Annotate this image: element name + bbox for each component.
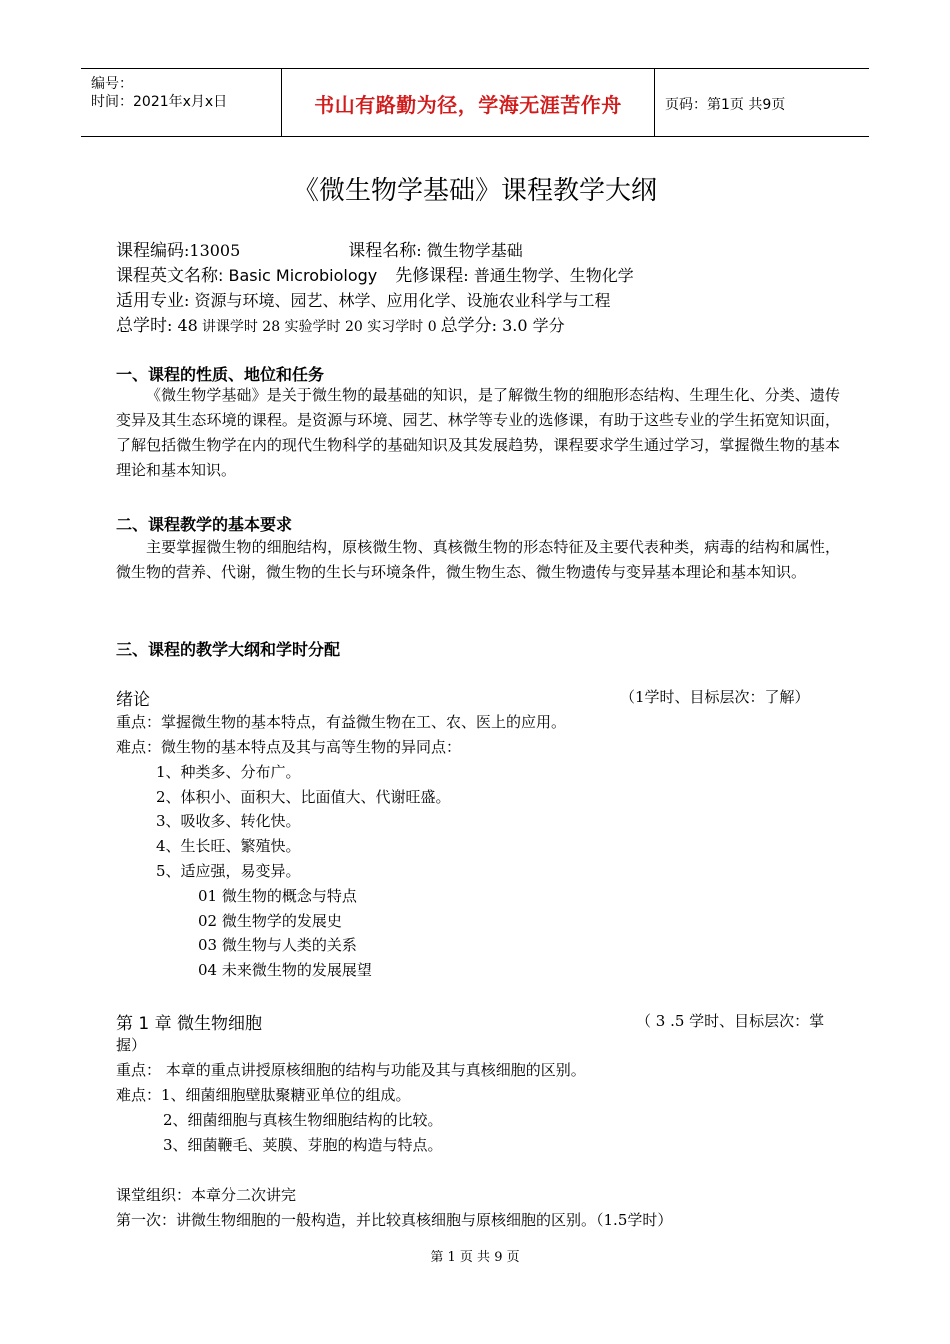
intro-topic: 01 微生物的概念与特点 bbox=[198, 887, 357, 905]
major-label: 适用专业 bbox=[116, 291, 184, 311]
chapter-1-difficulty: 难点：1、细菌细胞壁肽聚糖亚单位的组成。 bbox=[116, 1086, 411, 1104]
header-motto: 书山有路勤为径，学海无涯苦作舟 bbox=[314, 93, 622, 117]
course-info-row-2 bbox=[116, 261, 634, 286]
document-title: 《微生物学基础》课程教学大纲 bbox=[292, 176, 657, 206]
chapter-1-first-session: 第一次：讲微生物细胞的一般构造，并比较真核细胞与原核细胞的区别。（1.5学时） bbox=[116, 1211, 673, 1229]
hours-value: : 48 bbox=[167, 316, 198, 335]
prereq-label: 先修课程 bbox=[395, 266, 464, 286]
doc-number-label: 编号： bbox=[91, 76, 133, 92]
prereq-value: : 普通生物学、生物化学 bbox=[463, 266, 634, 285]
section-2-heading: 二、课程教学的基本要求 bbox=[116, 515, 293, 534]
chapter-1-difficulty: 2、细菌细胞与真核生物细胞结构的比较。 bbox=[163, 1111, 443, 1129]
intro-topic: 02 微生物学的发展史 bbox=[198, 912, 342, 930]
chapter-1-class-org: 课堂组织：本章分二次讲完 bbox=[116, 1186, 297, 1204]
chapter-1-title: 第 1 章 微生物细胞 bbox=[116, 1014, 263, 1034]
page-footer: 第 1 页 共 9 页 bbox=[430, 1250, 520, 1265]
intro-hours: （1学时、目标层次：了解） bbox=[620, 688, 810, 706]
section-3-heading: 三、课程的教学大纲和学时分配 bbox=[116, 640, 341, 659]
course-en-value: : Basic Microbiology bbox=[218, 266, 378, 285]
section-1-heading: 一、课程的性质、地位和任务 bbox=[116, 365, 325, 384]
header-page-info: 页码：第1页 共9页 bbox=[665, 97, 786, 113]
chapter-1-difficulty: 3、细菌鞭毛、荚膜、芽胞的构造与特点。 bbox=[163, 1136, 443, 1154]
header-motto-cell bbox=[281, 69, 655, 136]
chapter-1-hours-cont: 握） bbox=[116, 1036, 147, 1054]
major-value: : 资源与环境、园艺、林学、应用化学、设施农业科学与工程 bbox=[184, 291, 611, 310]
intro-point: 1、种类多、分布广。 bbox=[156, 763, 301, 781]
hours-label: 总学时 bbox=[116, 316, 167, 336]
hours-detail: 讲课学时 28 实验学时 20 实习学时 0 bbox=[201, 319, 437, 335]
intro-point: 3、吸收多、转化快。 bbox=[156, 812, 301, 830]
chapter-1-key-point: 重点： 本章的重点讲授原核细胞的结构与功能及其与真核细胞的区别。 bbox=[116, 1061, 586, 1079]
section-1-body: 《微生物学基础》是关于微生物的最基础的知识，是了解微生物的细胞形态结构、生理生化、分类、遗传变异及其生态环境的课程。是资源与环境、园艺、林学等专业的选修课，有助于这些专业的学生拓宽知识面，了解包括微生物学在内的现代生物科学的基础知识及其发展趋势，课程要求学生通过学习，掌握微生物的基本理论和基本知识。 bbox=[116, 386, 840, 479]
course-code-label: 课程编码 bbox=[116, 241, 184, 261]
course-info-row-3 bbox=[116, 286, 610, 311]
header-page-cell bbox=[655, 69, 869, 136]
section-2-body: 主要掌握微生物的细胞结构，原核微生物、真核微生物的形态特征及主要代表种类，病毒的结构和属性，微生物的营养、代谢，微生物的生长与环境条件，微生物生态、微生物遗传与变异基本理论和基本知识。 bbox=[116, 538, 840, 581]
course-info-row-4 bbox=[116, 311, 565, 336]
intro-topic: 03 微生物与人类的关系 bbox=[198, 936, 357, 954]
course-en-label: 课程英文名称 bbox=[116, 266, 218, 286]
intro-point: 4、生长旺、繁殖快。 bbox=[156, 837, 301, 855]
intro-point: 2、体积小、面积大、比面值大、代谢旺盛。 bbox=[156, 788, 451, 806]
intro-difficulty: 难点：微生物的基本特点及其与高等生物的异同点： bbox=[116, 738, 462, 756]
header-meta-cell bbox=[81, 69, 281, 136]
course-name-label: 课程名称 bbox=[348, 241, 417, 261]
credits-label: 总学分 bbox=[440, 316, 492, 336]
doc-time-label: 时间：2021年x月x日 bbox=[91, 94, 228, 110]
intro-key-point: 重点：掌握微生物的基本特点，有益微生物在工、农、医上的应用。 bbox=[116, 713, 567, 731]
intro-title: 绪论 bbox=[116, 690, 150, 710]
course-info-row-1 bbox=[116, 236, 523, 261]
intro-point: 5、适应强，易变异。 bbox=[156, 862, 301, 880]
document-header bbox=[81, 68, 869, 137]
course-code-value: :13005 bbox=[184, 241, 241, 260]
intro-topic: 04 未来微生物的发展展望 bbox=[198, 961, 372, 979]
course-name-value: : 微生物学基础 bbox=[416, 241, 523, 260]
chapter-1-hours: （ 3 .5 学时、目标层次：掌 bbox=[636, 1012, 825, 1030]
credits-value: : 3.0 学分 bbox=[491, 316, 565, 335]
